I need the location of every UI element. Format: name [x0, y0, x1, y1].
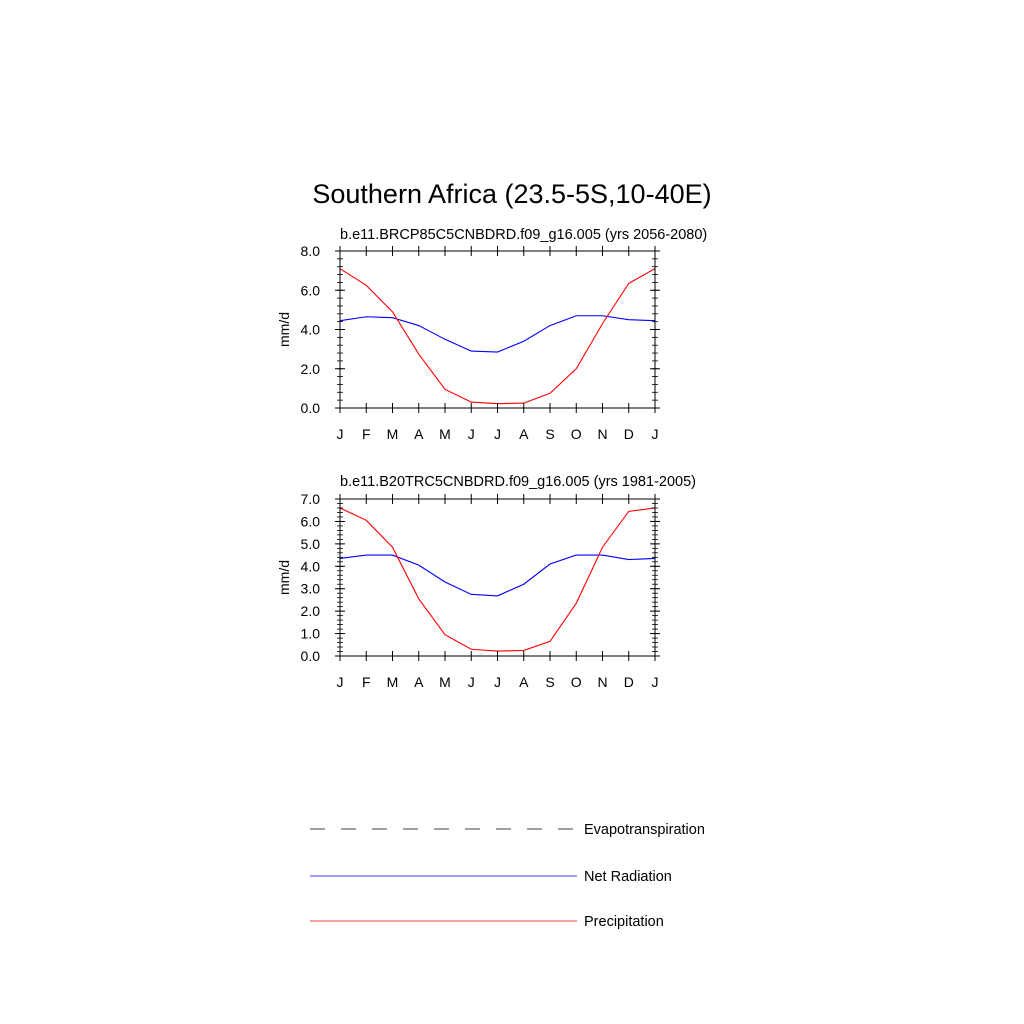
- x-tick-label: J: [651, 426, 659, 442]
- legend-item-net-radiation: [310, 869, 672, 885]
- x-tick-label: O: [570, 426, 582, 442]
- x-tick-label: J: [494, 674, 501, 690]
- y-tick-label: 8.0: [300, 243, 320, 259]
- x-tick-label: D: [623, 426, 634, 442]
- plot-frame: [340, 251, 655, 408]
- y-tick-label: 6.0: [300, 282, 320, 299]
- y-tick-label: 0.0: [300, 648, 320, 664]
- y-tick-label: 6.0: [300, 513, 320, 530]
- panel-title: b.e11.BRCP85C5CNBDRD.f09_g16.005 (yrs 2056-2080): [340, 227, 708, 243]
- x-tick-label: A: [519, 426, 529, 442]
- x-tick-label: N: [597, 426, 608, 442]
- legend-label: Net Radiation: [584, 869, 672, 885]
- y-tick-label: 2.0: [300, 603, 320, 620]
- panel-title: b.e11.B20TRC5CNBDRD.f09_g16.005 (yrs 1981-2005): [340, 474, 696, 490]
- legend-item-precipitation: [310, 914, 664, 930]
- series-line-precipitation: [340, 508, 655, 651]
- y-tick-label: 7.0: [300, 491, 320, 507]
- legend-label: Evapotranspiration: [584, 822, 705, 838]
- panel-1: [276, 227, 707, 442]
- y-axis-label: mm/d: [276, 312, 292, 347]
- series-line-precipitation: [340, 269, 655, 404]
- x-tick-label: S: [545, 426, 555, 442]
- main-title: Southern Africa (23.5-5S,10-40E): [312, 179, 712, 209]
- x-tick-label: F: [361, 426, 371, 442]
- panel-2: [276, 474, 696, 690]
- x-tick-label: J: [494, 426, 501, 442]
- y-tick-label: 3.0: [300, 580, 320, 597]
- x-tick-label: J: [651, 674, 659, 690]
- plot-frame: [340, 499, 655, 656]
- x-tick-label: M: [439, 426, 451, 442]
- x-tick-label: O: [570, 674, 582, 690]
- x-tick-label: A: [519, 674, 529, 690]
- x-tick-label: D: [623, 674, 634, 690]
- x-tick-label: M: [386, 426, 399, 442]
- x-tick-label: N: [597, 674, 608, 690]
- panels: [276, 227, 707, 690]
- y-tick-label: 4.0: [300, 321, 320, 338]
- y-tick-label: 5.0: [300, 535, 320, 552]
- y-tick-label: 2.0: [300, 360, 320, 377]
- y-tick-label: 1.0: [300, 625, 320, 642]
- series-line-net-radiation: [340, 555, 655, 596]
- x-tick-label: J: [336, 674, 344, 690]
- x-tick-label: A: [414, 674, 424, 690]
- x-tick-label: M: [439, 674, 451, 690]
- y-tick-label: 0.0: [300, 400, 320, 416]
- x-tick-label: F: [361, 674, 371, 690]
- x-tick-label: A: [414, 426, 424, 442]
- legend: [310, 822, 705, 930]
- series-line-net-radiation: [340, 316, 655, 352]
- y-tick-label: 4.0: [300, 558, 320, 575]
- x-tick-label: M: [386, 674, 399, 690]
- legend-label: Precipitation: [584, 914, 664, 930]
- x-tick-label: S: [545, 674, 555, 690]
- x-tick-label: J: [467, 426, 475, 442]
- y-axis-label: mm/d: [276, 560, 292, 595]
- x-tick-label: J: [467, 674, 475, 690]
- x-tick-label: J: [336, 426, 344, 442]
- legend-item-evapotranspiration: [310, 822, 705, 838]
